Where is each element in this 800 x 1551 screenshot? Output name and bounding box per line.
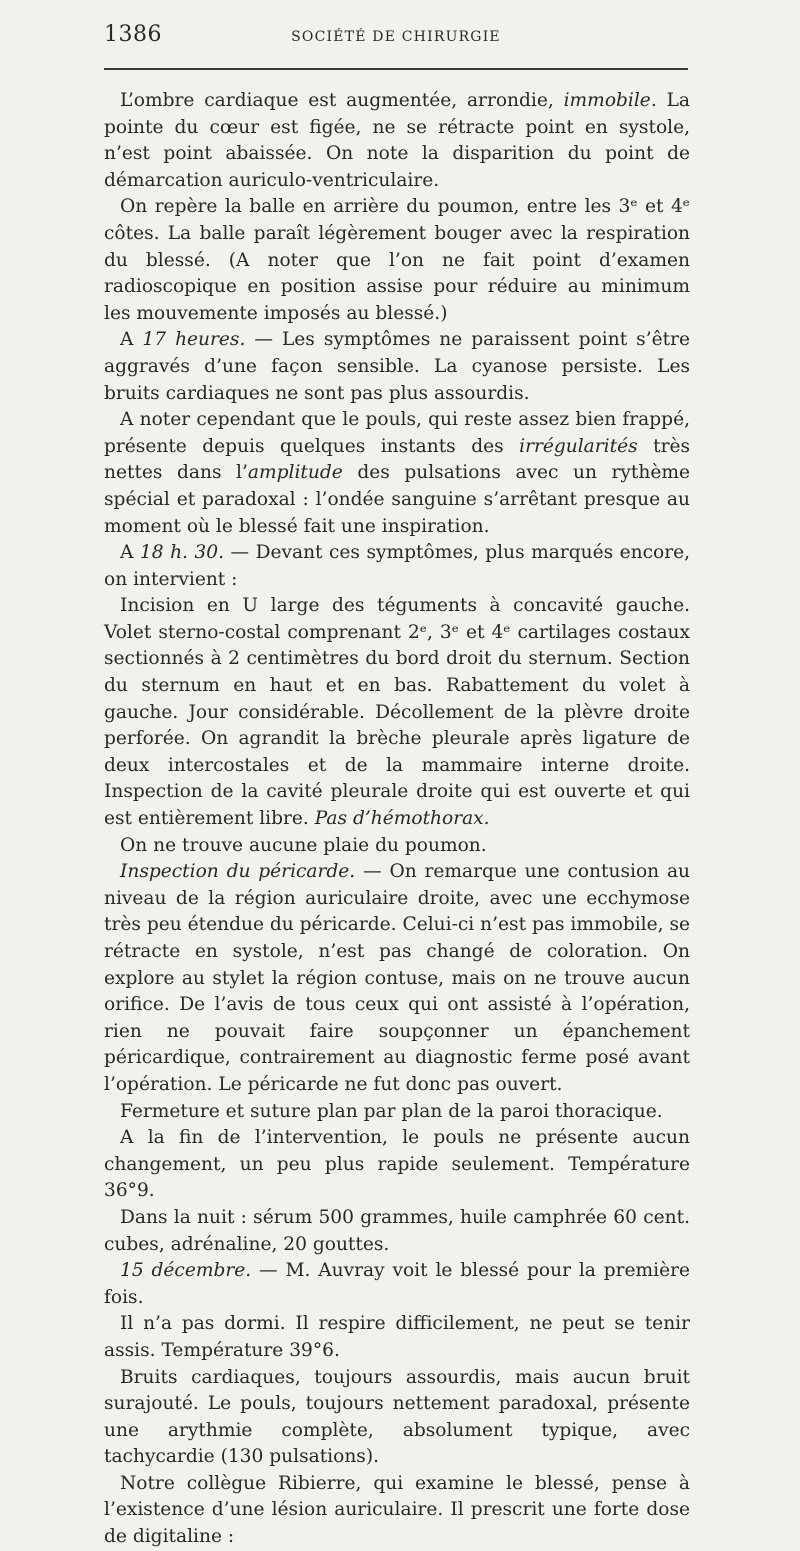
- paragraph: [104, 833, 690, 860]
- paragraph: [104, 1365, 690, 1471]
- body-text: [104, 88, 690, 1551]
- page-number: 1386: [104, 22, 162, 47]
- italic-text: 17 heures.: [142, 329, 246, 351]
- paragraph-text: Il n’a pas dormi. Il respire difficilement, ne peut se tenir assis. Température 39°6.: [104, 1313, 690, 1361]
- paragraph-text: Notre collègue Ribierre, qui examine le blessé, pense à l’existence d’une lésion auriculaire. Il prescrit une forte dose de digitaline :: [104, 1472, 690, 1548]
- paragraph-text: La pointe du cœur est figée, ne se rétracte point en systole, n’est point abaissée. On note la disparition du point de démarcation auriculo-ventriculaire.: [104, 90, 691, 191]
- paragraph: [104, 859, 690, 1098]
- header-rule: [104, 68, 688, 70]
- paragraph-text: — Devant ces symptômes, plus marqués encore, on intervient :: [104, 542, 691, 590]
- paragraph-text: Incision en U large des téguments à concavité gauche. Volet sterno-costal comprenant 2ᵉ, 3ᵉ et 4ᵉ cartilages costaux sectionnés à 2 centimètres du bord droit du sternum. Section du sternum en haut et en bas. Rabattement du volet à gauche. Jour considérable. Décollement de la plèvre droite perforée. On agrandit la brèche pleurale après ligature de deux intercostales et de la mammaire interne droite. Inspection de la cavité pleurale droite qui est ouverte et qui est entièrement libre.: [104, 595, 690, 830]
- paragraph: [104, 327, 690, 407]
- page-header: [104, 22, 688, 52]
- paragraph: [104, 593, 690, 832]
- paragraph: [104, 407, 690, 540]
- italic-text: irrégularités: [519, 435, 638, 457]
- paragraph: [104, 1258, 690, 1311]
- paragraph-text: — On remarque une contusion au niveau de la région auriculaire droite, avec une ecchymose très peu étendue du péricarde. Celui-ci n’est pas immobile, se rétracte en systole, n’est pas changé de coloration. On explore au stylet la région contuse, mais on ne trouve aucun orifice. De l’avis de tous ceux qui ont assisté à l’opération, rien ne pouvait faire soupçonner un épanchement péricardique, contrairement au diagnostic ferme posé avant l’opération. Le péricarde ne fut donc pas ouvert.: [104, 861, 691, 1095]
- running-title: SOCIÉTÉ DE CHIRURGIE: [291, 29, 501, 45]
- paragraph-text: Bruits cardiaques, toujours assourdis, mais aucun bruit surajouté. Le pouls, toujours nettement paradoxal, présente une arythmie complète, absolument typique, avec tachycardie (130 pulsations).: [104, 1366, 690, 1468]
- paragraph: [104, 1125, 690, 1205]
- paragraph-text: très nettes dans l’: [104, 435, 690, 484]
- paragraph-text: Fermeture et suture plan par plan de la paroi thoracique.: [120, 1100, 663, 1122]
- paragraph: [104, 1311, 690, 1364]
- italic-text: 15 décembre.: [120, 1260, 252, 1282]
- paragraph: [104, 88, 690, 194]
- italic-text: Pas d’hémothorax.: [314, 808, 490, 830]
- paragraph-text: Dans la nuit : sérum 500 grammes, huile camphrée 60 cent. cubes, adrénaline, 20 gouttes.: [104, 1206, 690, 1255]
- paragraph-text: On ne trouve aucune plaie du poumon.: [120, 834, 487, 856]
- paragraph-text: A noter cependant que le pouls, qui reste assez bien frappé, présente depuis quelques instants des: [104, 409, 690, 457]
- paragraph-text: — Les symptômes ne paraissent point s’être aggravés d’une façon sensible. La cyanose persiste. Les bruits cardiaques ne sont pas plus assourdis.: [104, 329, 690, 404]
- paragraph: [104, 1205, 690, 1258]
- paragraph: [104, 1471, 690, 1551]
- paragraph: [104, 1099, 690, 1126]
- italic-text: 18 h. 30.: [139, 542, 225, 564]
- paragraph-text: A: [120, 329, 143, 351]
- italic-text: Inspection du péricarde.: [120, 861, 356, 883]
- paragraph-text: des pulsations avec un rythème spécial et paradoxal : l’ondée sanguine s’arrêtant presque au moment où le blessé fait une inspiration.: [104, 462, 690, 537]
- paragraph: [104, 540, 690, 593]
- paragraph-text: — M. Auvray voit le blessé pour la première fois.: [104, 1260, 690, 1308]
- paragraph-text: A la fin de l’intervention, le pouls ne présente aucun changement, un peu plus rapide seulement. Température 36°9.: [104, 1127, 690, 1202]
- paragraph-text: A: [120, 542, 140, 564]
- italic-text: amplitude: [247, 462, 343, 484]
- paragraph: [104, 194, 690, 327]
- italic-text: immobile.: [563, 90, 657, 111]
- paragraph-text: On repère la balle en arrière du poumon, entre les 3ᵉ et 4ᵉ côtes. La balle paraît légèrement bouger avec la respiration du blessé. (A noter que l’on ne fait point d’examen radioscopique en position assise pour réduire au minimum les mouvemente imposés au blessé.): [104, 196, 690, 324]
- paragraph-text: L’ombre cardiaque est augmentée, arrondie,: [120, 90, 564, 111]
